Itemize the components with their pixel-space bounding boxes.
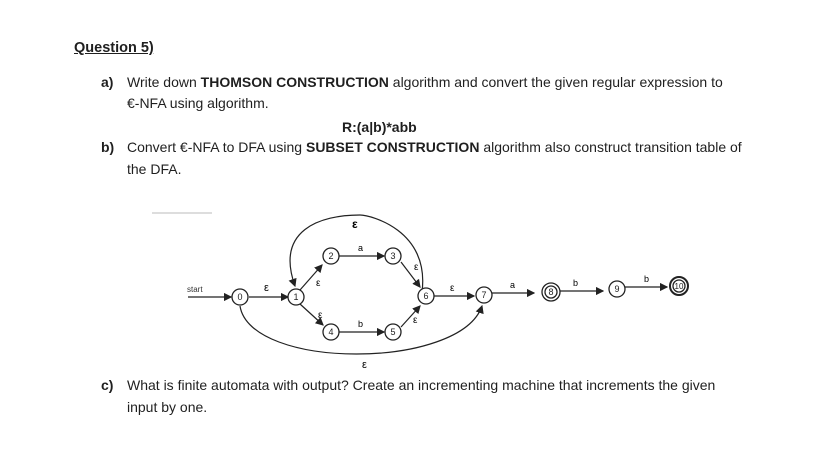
edge-8-9-label: b xyxy=(573,278,579,288)
part-b-post: algorithm also construct transition table of xyxy=(479,139,742,155)
state-9-label: 9 xyxy=(614,284,620,294)
part-b-pre: Convert €-NFA to DFA using xyxy=(127,139,306,155)
state-5-label: 5 xyxy=(390,327,396,337)
part-a-line2: €-NFA using algorithm. xyxy=(127,95,269,111)
edge-9-10-label: b xyxy=(644,274,650,284)
part-a-post: algorithm and convert the given regular expression to xyxy=(388,74,723,90)
state-4-label: 4 xyxy=(328,327,334,337)
state-10-label: 10 xyxy=(674,282,684,291)
edge-6-1-label: ε xyxy=(352,217,358,231)
edge-6-7-label: ε xyxy=(450,283,455,294)
edge-7-8-label: a xyxy=(510,280,516,290)
edge-1-2-label: ε xyxy=(316,278,321,289)
state-1-label: 1 xyxy=(293,292,299,302)
part-a-pre: Write down xyxy=(127,74,201,90)
part-a-bold: THOMSON CONSTRUCTION xyxy=(200,74,389,90)
edge-2-3-label: a xyxy=(358,243,364,253)
edge-3-6-label: ε xyxy=(414,262,419,273)
edge-4-5-label: b xyxy=(358,319,364,329)
state-0-label: 0 xyxy=(237,292,243,302)
state-3-label: 3 xyxy=(390,251,396,261)
edge-5-6-label: ε xyxy=(413,315,418,326)
edge-0-7-label: ε xyxy=(362,359,367,371)
part-b-line2: the DFA. xyxy=(127,161,182,177)
part-c-label: c) xyxy=(101,377,114,393)
state-2-label: 2 xyxy=(328,251,334,261)
part-a-label: a) xyxy=(101,74,114,90)
state-8-label: 8 xyxy=(548,287,554,297)
part-c-line1: What is finite automata with output? Create an incrementing machine that increments the given xyxy=(127,377,716,393)
part-b-bold: SUBSET CONSTRUCTION xyxy=(305,139,480,155)
question-title: Question 5) xyxy=(74,40,154,56)
part-b-label: b) xyxy=(101,139,115,155)
part-c-line2: input by one. xyxy=(127,399,208,415)
state-6-label: 6 xyxy=(423,291,429,301)
state-7-label: 7 xyxy=(481,290,487,300)
edge-1-4-label: ε xyxy=(318,310,323,321)
regex: R:(a|b)*abb xyxy=(342,119,417,135)
start-label: start xyxy=(187,285,203,294)
edge-0-7-bypass xyxy=(240,306,482,354)
edge-0-1-label: ε xyxy=(264,282,269,294)
